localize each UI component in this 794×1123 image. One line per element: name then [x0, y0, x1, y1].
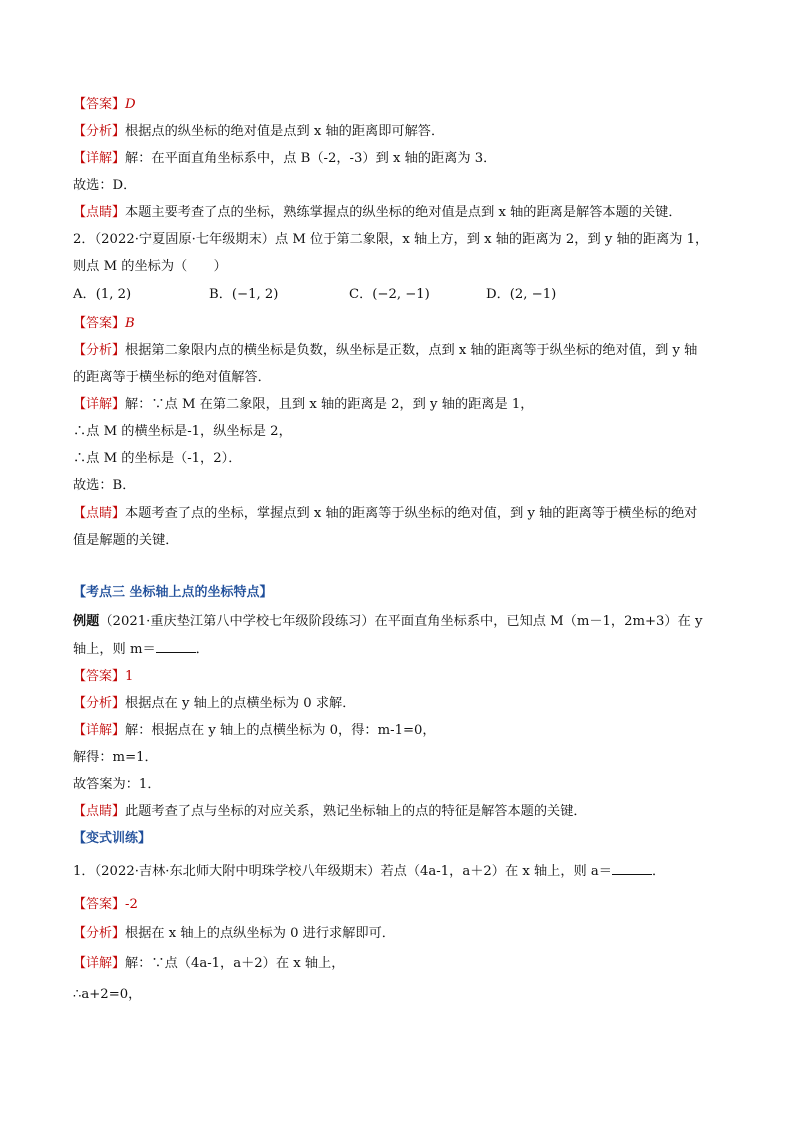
answer-label: 【答案】 — [73, 97, 126, 112]
q1-answer-line — [73, 96, 734, 114]
q1-comment-line — [73, 204, 734, 222]
s3-comment: 此题考查了点与坐标的对应关系，熟记坐标轴上的点的特征是解答本题的关键． — [125, 804, 587, 819]
v1-analysis: 根据在 x 轴上的点纵坐标为 0 进行求解即可． — [125, 926, 395, 941]
v1-stem: 1．（2022·吉林·东北师大附中明珠学校八年级期末）若点（4a-1，a＋2）在 x 轴上，则 a＝ — [73, 864, 612, 879]
answer-label: 【答案】 — [73, 669, 126, 684]
q1-comment: 本题主要考查了点的坐标，熟练掌握点的纵坐标的绝对值是点到 x 轴的距离是解答本题的关键． — [125, 205, 682, 220]
q2-detail-3: ∴点 M 的坐标是（-1，2）． — [73, 451, 242, 466]
v1-answer-line — [73, 896, 734, 914]
answer-label: 【答案】 — [73, 316, 126, 331]
section-three-title-line — [73, 584, 734, 602]
example-stem-2: 轴上，则 m＝ — [73, 642, 156, 657]
s3-analysis-line — [73, 695, 734, 713]
s3-detail: 解：根据点在 y 轴上的点横坐标为 0，得：m-1=0， — [125, 723, 436, 738]
q1-detail: 解：在平面直角坐标系中，点 B（-2，-3）到 x 轴的距离为 3． — [125, 151, 497, 166]
q2-comment-1: 本题考查了点的坐标，掌握点到 x 轴的距离等于纵坐标的绝对值，到 y 轴的距离等于横坐标的绝对 — [125, 506, 698, 521]
q2-stem-line1 — [73, 231, 734, 249]
answer-blank — [612, 862, 652, 875]
q1-analysis-line — [73, 123, 734, 141]
q2-detail-line3 — [73, 450, 734, 468]
s3-solve: 解得：m=1． — [73, 750, 158, 765]
analysis-label: 【分析】 — [73, 696, 126, 711]
comment-label: 【点睛】 — [73, 205, 126, 220]
example-line2 — [73, 640, 734, 659]
analysis-label: 【分析】 — [73, 124, 126, 139]
s3-solve-line — [73, 749, 734, 767]
analysis-label: 【分析】 — [73, 343, 126, 358]
q2-stem-1: 2．（2022·宁夏固原·七年级期末）点 M 位于第二象限，x 轴上方，到 x 轴的距离为 2，到 y 轴的距离为 1， — [73, 232, 709, 247]
v1-detail-line — [73, 955, 734, 973]
example-stem-1: （2021·重庆垫江第八中学校七年级阶段练习）在平面直角坐标系中，已知点 M（m－1，2m+3）在 y — [99, 614, 703, 629]
q1-choose-line — [73, 177, 734, 195]
s3-answer: 1 — [125, 669, 134, 684]
q2-option-c: C．(−2, −1) — [349, 287, 430, 302]
v1-detail: 解：∵点（4a-1，a＋2）在 x 轴上， — [125, 956, 345, 971]
comment-label: 【点睛】 — [73, 804, 126, 819]
q2-stem-line2 — [73, 258, 734, 276]
variant-title: 【变式训练】 — [73, 831, 152, 846]
q2-detail-2: ∴点 M 的横坐标是-1，纵坐标是 2， — [73, 424, 292, 439]
q1-detail-line — [73, 150, 734, 168]
q2-stem-2: 则点 M 的坐标为（ ） — [73, 259, 227, 274]
v1-answer: -2 — [125, 897, 138, 912]
q2-analysis-line1 — [73, 342, 734, 360]
s3-answer-line — [73, 668, 734, 686]
q1-answer: D — [125, 97, 136, 112]
s3-analysis: 根据点在 y 轴上的点横坐标为 0 求解． — [125, 696, 356, 711]
q2-analysis-1: 根据第二象限内点的横坐标是负数，纵坐标是正数，点到 x 轴的距离等于纵坐标的绝对值，到 y 轴 — [125, 343, 698, 358]
answer-blank — [156, 640, 196, 653]
v1-step: ∴a+2=0， — [73, 987, 142, 1002]
example-label: 例题 — [73, 614, 100, 629]
q2-option-d: D．(2, −1) — [486, 287, 557, 302]
q2-option-a: A．(1, 2) — [73, 287, 132, 302]
variant-title-line — [73, 830, 734, 848]
detail-label: 【详解】 — [73, 151, 126, 166]
q1-analysis: 根据点的纵坐标的绝对值是点到 x 轴的距离即可解答． — [125, 124, 445, 139]
analysis-label: 【分析】 — [73, 926, 126, 941]
example-period: ． — [195, 642, 209, 657]
detail-label: 【详解】 — [73, 723, 126, 738]
example-line1 — [73, 613, 734, 631]
v1-period: ． — [651, 864, 666, 879]
detail-label: 【详解】 — [73, 956, 126, 971]
q2-option-b: B．(−1, 2) — [209, 287, 279, 302]
q2-analysis-2: 的距离等于横坐标的绝对值解答． — [73, 370, 271, 385]
s3-final-line — [73, 776, 734, 794]
q2-analysis-line2 — [73, 369, 734, 387]
q2-comment-2: 值是解题的关键． — [73, 533, 179, 548]
s3-final: 故答案为：1． — [73, 777, 161, 792]
v1-step-line — [73, 986, 734, 1004]
v1-stem-line — [73, 862, 734, 881]
q2-detail-line1 — [73, 396, 734, 414]
v1-analysis-line — [73, 925, 734, 943]
q2-answer-line — [73, 315, 734, 333]
q2-answer: B — [125, 316, 135, 331]
answer-label: 【答案】 — [73, 897, 126, 912]
s3-detail-line — [73, 722, 734, 740]
q1-choose: 故选：D． — [73, 178, 137, 193]
q2-comment-line2 — [73, 532, 734, 550]
q2-choose: 故选：B． — [73, 478, 136, 493]
q2-comment-line1 — [73, 505, 734, 523]
q2-detail-1: 解：∵点 M 在第二象限，且到 x 轴的距离是 2，到 y 轴的距离是 1， — [125, 397, 534, 412]
q2-detail-line2 — [73, 423, 734, 441]
detail-label: 【详解】 — [73, 397, 126, 412]
comment-label: 【点睛】 — [73, 506, 126, 521]
section-title: 【考点三 坐标轴上点的坐标特点】 — [73, 585, 273, 600]
s3-comment-line — [73, 803, 734, 821]
q2-choose-line — [73, 477, 734, 495]
